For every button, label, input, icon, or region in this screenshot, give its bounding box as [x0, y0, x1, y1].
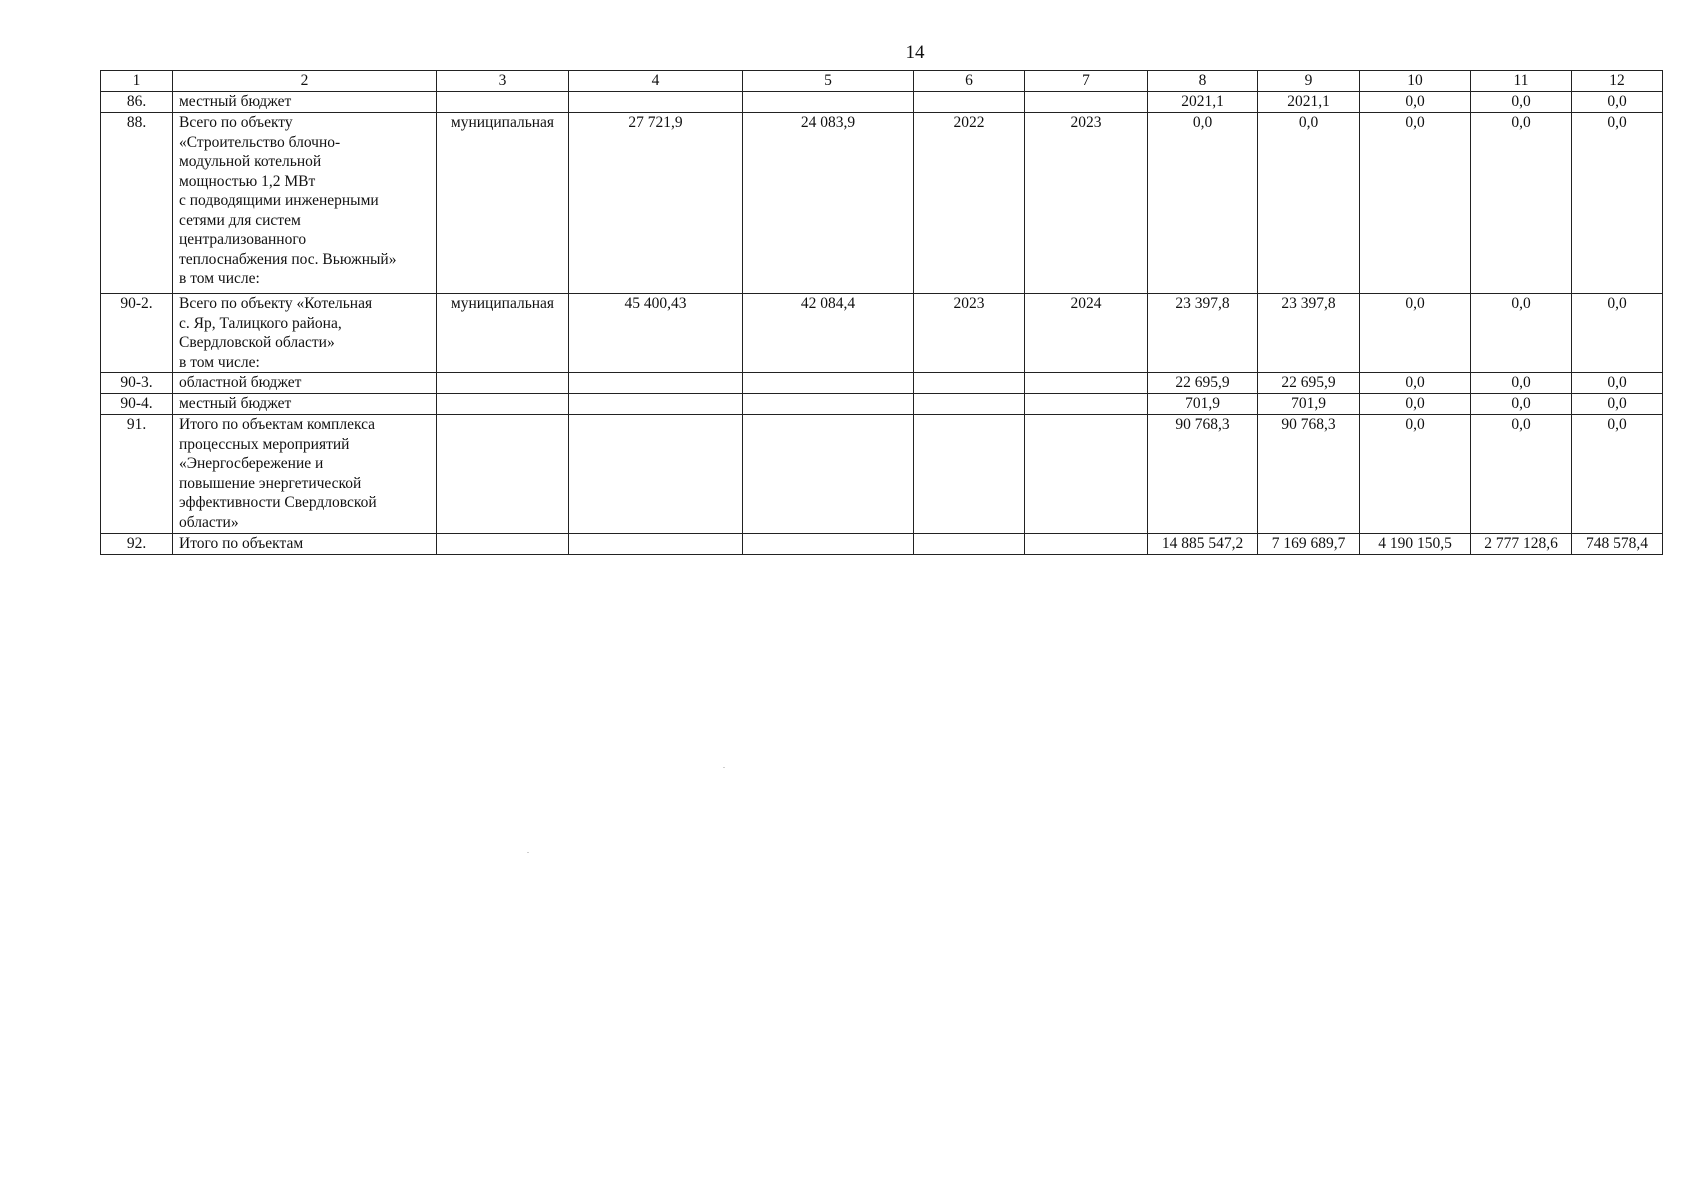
column-header: 12	[1572, 71, 1663, 92]
value-cell: 0,0	[1572, 415, 1663, 534]
value-cell: 22 695,9	[1258, 373, 1360, 394]
ownership-cell: муниципальная	[437, 294, 569, 373]
table-row	[101, 394, 1663, 415]
value-cell: 0,0	[1360, 113, 1471, 294]
value-cell: 0,0	[1572, 394, 1663, 415]
value-cell: 7 169 689,7	[1258, 534, 1360, 555]
table-row	[101, 534, 1663, 555]
value-cell: 0,0	[1360, 373, 1471, 394]
year-cell	[914, 534, 1025, 555]
value-cell	[569, 394, 743, 415]
value-cell: 4 190 150,5	[1360, 534, 1471, 555]
value-cell: 0,0	[1360, 415, 1471, 534]
ownership-cell	[437, 394, 569, 415]
value-cell: 0,0	[1572, 113, 1663, 294]
value-cell: 0,0	[1471, 373, 1572, 394]
value-cell: 14 885 547,2	[1148, 534, 1258, 555]
value-cell: 0,0	[1572, 294, 1663, 373]
column-header: 4	[569, 71, 743, 92]
value-cell: 0,0	[1360, 394, 1471, 415]
value-cell	[569, 373, 743, 394]
ownership-cell: муниципальная	[437, 113, 569, 294]
value-cell: 701,9	[1258, 394, 1360, 415]
year-cell: 2023	[1025, 113, 1148, 294]
value-cell	[743, 534, 914, 555]
year-cell	[914, 394, 1025, 415]
column-header: 9	[1258, 71, 1360, 92]
value-cell: 23 397,8	[1258, 294, 1360, 373]
value-cell: 0,0	[1360, 294, 1471, 373]
year-cell	[1025, 534, 1148, 555]
column-header: 3	[437, 71, 569, 92]
value-cell	[743, 373, 914, 394]
table-row	[101, 92, 1663, 113]
value-cell: 27 721,9	[569, 113, 743, 294]
scan-speck	[527, 852, 529, 853]
value-cell: 0,0	[1471, 92, 1572, 113]
row-number: 88.	[101, 113, 173, 294]
value-cell	[569, 415, 743, 534]
value-cell: 0,0	[1148, 113, 1258, 294]
value-cell: 748 578,4	[1572, 534, 1663, 555]
row-name: Всего по объекту «Строительство блочно- модульной котельной мощностью 1,2 МВт с подводящими инженерными сетями для систем централизованного теплоснабжения пос. Вьюжный» в том числе:	[173, 113, 437, 294]
year-cell	[1025, 394, 1148, 415]
row-number: 90-4.	[101, 394, 173, 415]
value-cell: 90 768,3	[1258, 415, 1360, 534]
value-cell: 0,0	[1572, 92, 1663, 113]
year-cell	[1025, 415, 1148, 534]
row-name: Всего по объекту «Котельная с. Яр, Талицкого района, Свердловской области» в том числе:	[173, 294, 437, 373]
row-number: 90-3.	[101, 373, 173, 394]
row-number: 92.	[101, 534, 173, 555]
row-number: 86.	[101, 92, 173, 113]
value-cell: 45 400,43	[569, 294, 743, 373]
year-cell	[914, 415, 1025, 534]
row-number: 90-2.	[101, 294, 173, 373]
value-cell	[569, 534, 743, 555]
value-cell: 0,0	[1471, 394, 1572, 415]
column-header: 2	[173, 71, 437, 92]
value-cell	[569, 92, 743, 113]
value-cell: 90 768,3	[1148, 415, 1258, 534]
column-header: 1	[101, 71, 173, 92]
ownership-cell	[437, 92, 569, 113]
value-cell	[743, 415, 914, 534]
year-cell	[914, 373, 1025, 394]
year-cell: 2024	[1025, 294, 1148, 373]
year-cell	[1025, 92, 1148, 113]
column-header: 6	[914, 71, 1025, 92]
column-header: 10	[1360, 71, 1471, 92]
row-name: местный бюджет	[173, 394, 437, 415]
ownership-cell	[437, 415, 569, 534]
value-cell: 0,0	[1471, 294, 1572, 373]
year-cell: 2023	[914, 294, 1025, 373]
value-cell: 0,0	[1471, 415, 1572, 534]
value-cell: 0,0	[1572, 373, 1663, 394]
row-name: областной бюджет	[173, 373, 437, 394]
value-cell	[743, 394, 914, 415]
value-cell: 2021,1	[1258, 92, 1360, 113]
year-cell: 2022	[914, 113, 1025, 294]
row-name: Итого по объектам комплекса процессных мероприятий «Энергосбережение и повышение энергетической эффективности Свердловской области»	[173, 415, 437, 534]
table-row	[101, 415, 1663, 534]
value-cell: 42 084,4	[743, 294, 914, 373]
year-cell	[914, 92, 1025, 113]
value-cell: 2 777 128,6	[1471, 534, 1572, 555]
row-name: Итого по объектам	[173, 534, 437, 555]
ownership-cell	[437, 373, 569, 394]
table-row	[101, 113, 1663, 294]
page-number: 14	[905, 42, 925, 63]
value-cell: 22 695,9	[1148, 373, 1258, 394]
column-header: 11	[1471, 71, 1572, 92]
value-cell: 0,0	[1258, 113, 1360, 294]
column-header: 5	[743, 71, 914, 92]
table-row	[101, 294, 1663, 373]
row-name: местный бюджет	[173, 92, 437, 113]
value-cell: 23 397,8	[1148, 294, 1258, 373]
value-cell: 0,0	[1360, 92, 1471, 113]
row-number: 91.	[101, 415, 173, 534]
column-header: 7	[1025, 71, 1148, 92]
ownership-cell	[437, 534, 569, 555]
column-header: 8	[1148, 71, 1258, 92]
value-cell: 24 083,9	[743, 113, 914, 294]
scan-speck	[723, 767, 725, 768]
table-row	[101, 373, 1663, 394]
table-header-row	[101, 71, 1663, 92]
value-cell: 701,9	[1148, 394, 1258, 415]
value-cell	[743, 92, 914, 113]
budget-table	[100, 70, 1663, 555]
value-cell: 2021,1	[1148, 92, 1258, 113]
year-cell	[1025, 373, 1148, 394]
value-cell: 0,0	[1471, 113, 1572, 294]
